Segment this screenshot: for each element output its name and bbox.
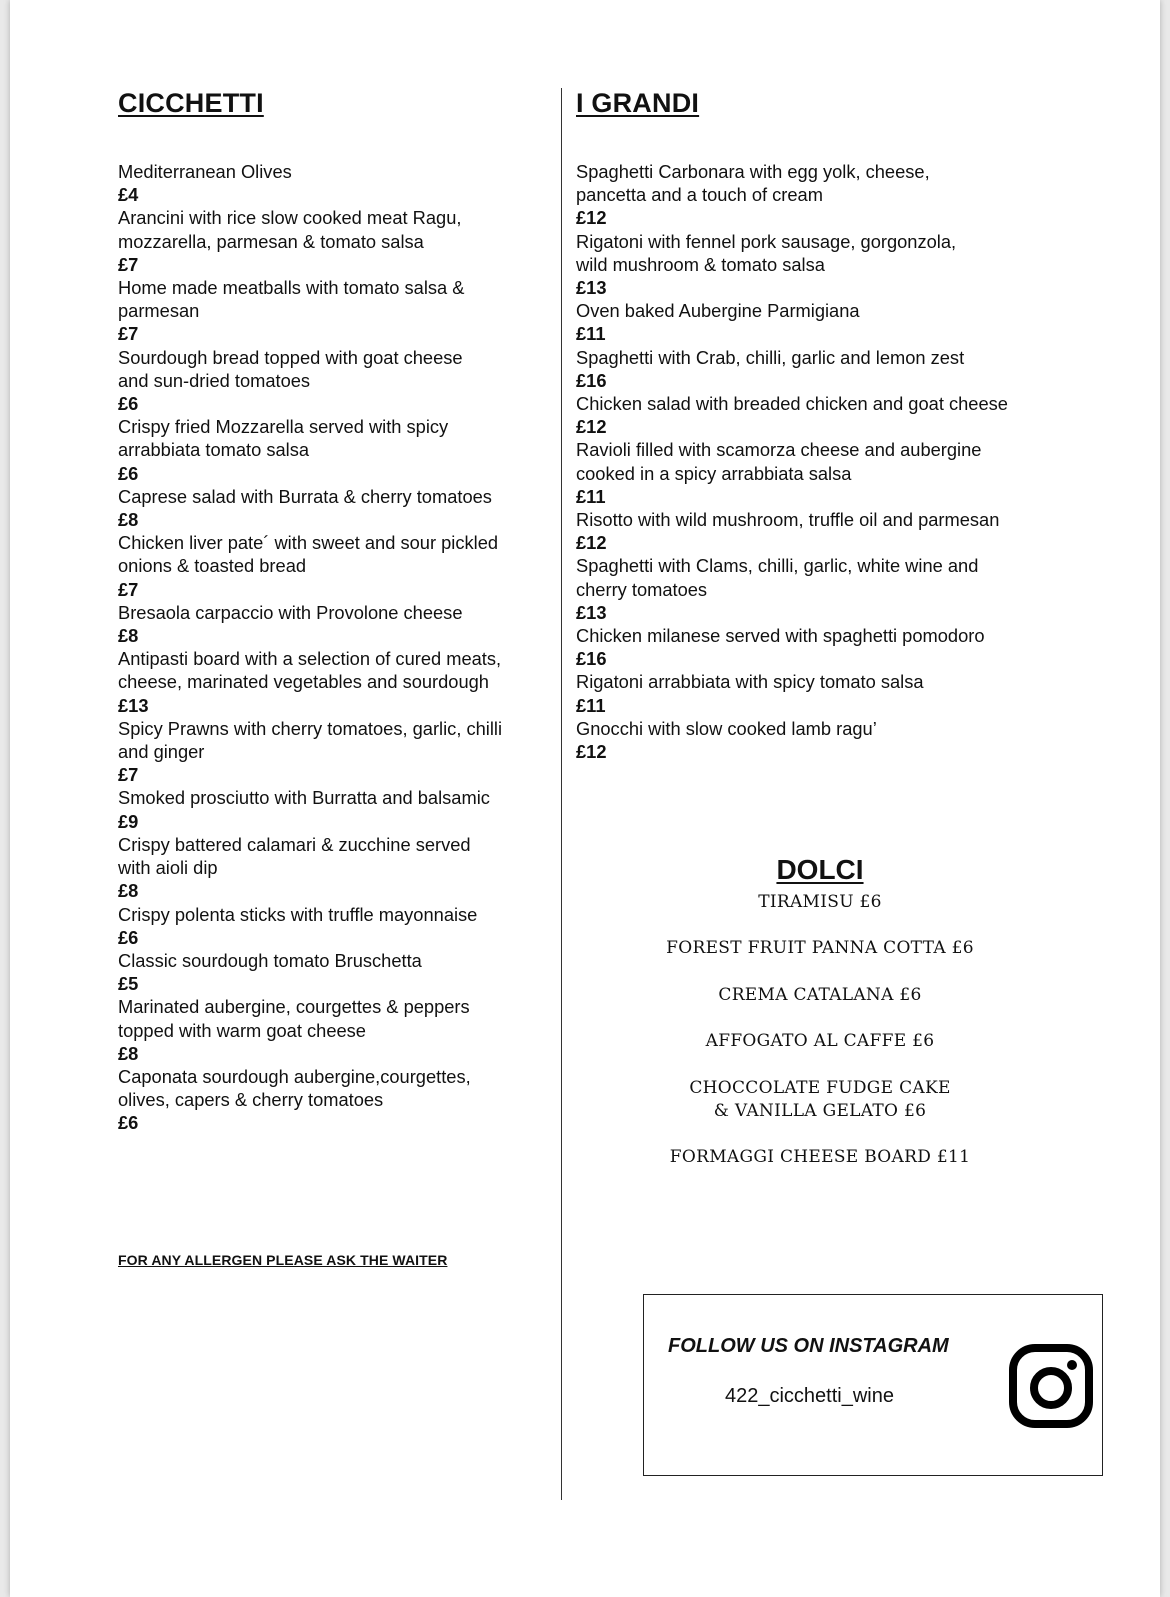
cicchetti-item [118,160,548,206]
cicchetti-item-description: Arancini with rice slow cooked meat Ragu, mozzarella, parmesan & tomato salsa [118,207,462,252]
igrandi-item [576,717,1056,763]
cicchetti-item [118,949,548,995]
cicchetti-item-description: Spicy Prawns with cherry tomatoes, garlic, chilli and ginger [118,717,503,763]
cicchetti-item [118,276,548,346]
cicchetti-item-description: Sourdough bread topped with goat cheese and sun-dried tomatoes [118,346,463,391]
igrandi-item [576,670,1056,716]
cicchetti-item-price: £6 [118,462,139,484]
cicchetti-item-price: £7 [118,323,139,345]
cicchetti-item [118,415,548,485]
cicchetti-item [118,531,548,601]
allergen-note: FOR ANY ALLERGEN PLEASE ASK THE WAITER [118,1252,448,1268]
cicchetti-item [118,833,548,903]
cicchetti-item-price: £6 [118,1112,139,1134]
igrandi-item [576,160,1056,230]
cicchetti-item-description: Crispy battered calamari & zucchine served with aioli dip [118,833,471,879]
menu-page [10,0,1160,1597]
cicchetti-item-price: £13 [118,694,149,716]
cicchetti-item [118,995,548,1065]
igrandi-item-description: Ravioli filled with scamorza cheese and aubergine cooked in a spicy arrabbiata salsa [576,439,982,484]
igrandi-item-price: £16 [576,369,607,391]
cicchetti-item-price: £6 [118,926,139,948]
igrandi-item-price: £11 [576,694,606,716]
cicchetti-item [118,346,548,416]
instagram-handle: 422_cicchetti_wine [725,1385,894,1407]
dolci-item: FOREST FRUIT PANNA COTTA £6 [666,938,974,959]
cicchetti-item-description: Crispy fried Mozzarella served with spicy arrabbiata tomato salsa [118,416,449,461]
igrandi-item-description: Spaghetti Carbonara with egg yolk, cheese, pancetta and a touch of cream [576,161,930,206]
cicchetti-item [118,903,548,949]
instagram-box [643,1294,1103,1476]
dolci-item: FORMAGGI CHEESE BOARD £11 [669,1147,971,1168]
cicchetti-item-description: Classic sourdough tomato Bruschetta [118,949,422,971]
cicchetti-heading: CICCHETTI [118,88,264,118]
cicchetti-item-price: £8 [118,880,139,902]
igrandi-item-description: Chicken salad with breaded chicken and goat cheese [576,393,1008,415]
cicchetti-item-description: Crispy polenta sticks with truffle mayonnaise [118,903,478,925]
cicchetti-item-price: £7 [118,764,139,786]
cicchetti-item-description: Bresaola carpaccio with Provolone cheese [118,601,463,623]
cicchetti-item-description: Antipasti board with a selection of cured meats, cheese, marinated vegetables and sourdough [118,648,502,693]
igrandi-item-price: £11 [576,323,606,345]
instagram-icon [1008,1343,1094,1429]
igrandi-item [576,554,1056,624]
cicchetti-item-price: £7 [118,253,139,275]
cicchetti-item-price: £4 [118,184,139,206]
igrandi-item-description: Spaghetti with Clams, chilli, garlic, white wine and cherry tomatoes [576,555,979,600]
dolci-item: AFFOGATO AL CAFFE £6 [705,1031,935,1052]
cicchetti-item [118,647,548,717]
igrandi-item [576,299,1056,345]
instagram-follow-label: FOLLOW US ON INSTAGRAM [668,1335,949,1357]
igrandi-item [576,392,1056,438]
cicchetti-item-description: Caprese salad with Burrata & cherry tomatoes [118,485,492,507]
cicchetti-item-price: £5 [118,973,139,995]
dolci-item: CREMA CATALANA £6 [718,984,922,1005]
cicchetti-item-price: £8 [118,509,139,531]
igrandi-heading: I GRANDI [576,88,700,118]
igrandi-item-price: £16 [576,648,607,670]
igrandi-item-description: Oven baked Aubergine Parmigiana [576,300,860,322]
cicchetti-item-description: Home made meatballs with tomato salsa & parmesan [118,277,465,322]
dolci-item: CHOCCOLATE FUDGE CAKE & VANILLA GELATO £6 [689,1077,951,1121]
igrandi-item-price: £12 [576,532,607,554]
column-divider [561,88,562,1500]
cicchetti-list [118,160,548,1135]
igrandi-item-price: £11 [576,485,606,507]
igrandi-item-description: Risotto with wild mushroom, truffle oil and parmesan [576,509,1000,531]
cicchetti-item [118,1065,548,1135]
igrandi-item-price: £12 [576,207,607,229]
cicchetti-item [118,786,548,832]
igrandi-item [576,346,1056,392]
igrandi-item [576,438,1056,508]
cicchetti-item-price: £9 [118,810,139,832]
cicchetti-item [118,485,548,531]
igrandi-item-price: £12 [576,416,607,438]
igrandi-item-description: Rigatoni with fennel pork sausage, gorgonzola, wild mushroom & tomato salsa [576,230,957,275]
cicchetti-item [118,717,548,787]
cicchetti-item-price: £6 [118,393,139,415]
dolci-list [560,891,1080,1193]
cicchetti-item-description: Chicken liver pate´ with sweet and sour pickled onions & toasted bread [118,532,499,577]
cicchetti-item-price: £7 [118,578,139,600]
igrandi-item [576,624,1056,670]
cicchetti-item-description: Marinated aubergine, courgettes & peppers topped with warm goat cheese [118,996,470,1041]
cicchetti-item [118,601,548,647]
cicchetti-item-price: £8 [118,625,139,647]
dolci-item: TIRAMISU £6 [758,892,882,912]
igrandi-item-description: Gnocchi with slow cooked lamb ragu’ [576,717,877,739]
igrandi-list [576,160,1056,763]
igrandi-item-description: Rigatoni arrabbiata with spicy tomato salsa [576,671,924,693]
igrandi-item-description: Spaghetti with Crab, chilli, garlic and lemon zest [576,346,965,368]
cicchetti-item-price: £8 [118,1042,139,1064]
cicchetti-item-description: Caponata sourdough aubergine,courgettes, olives, capers & cherry tomatoes [118,1065,471,1111]
igrandi-item-price: £12 [576,741,607,763]
igrandi-item-price: £13 [576,601,607,623]
igrandi-item [576,230,1056,300]
igrandi-item-description: Chicken milanese served with spaghetti pomodoro [576,625,985,647]
dolci-heading: DOLCI [776,854,864,885]
igrandi-item-price: £13 [576,277,607,299]
cicchetti-item-description: Smoked prosciutto with Burratta and balsamic [118,787,490,809]
cicchetti-item-description: Mediterranean Olives [118,161,292,182]
cicchetti-item [118,206,548,276]
igrandi-item [576,508,1056,554]
